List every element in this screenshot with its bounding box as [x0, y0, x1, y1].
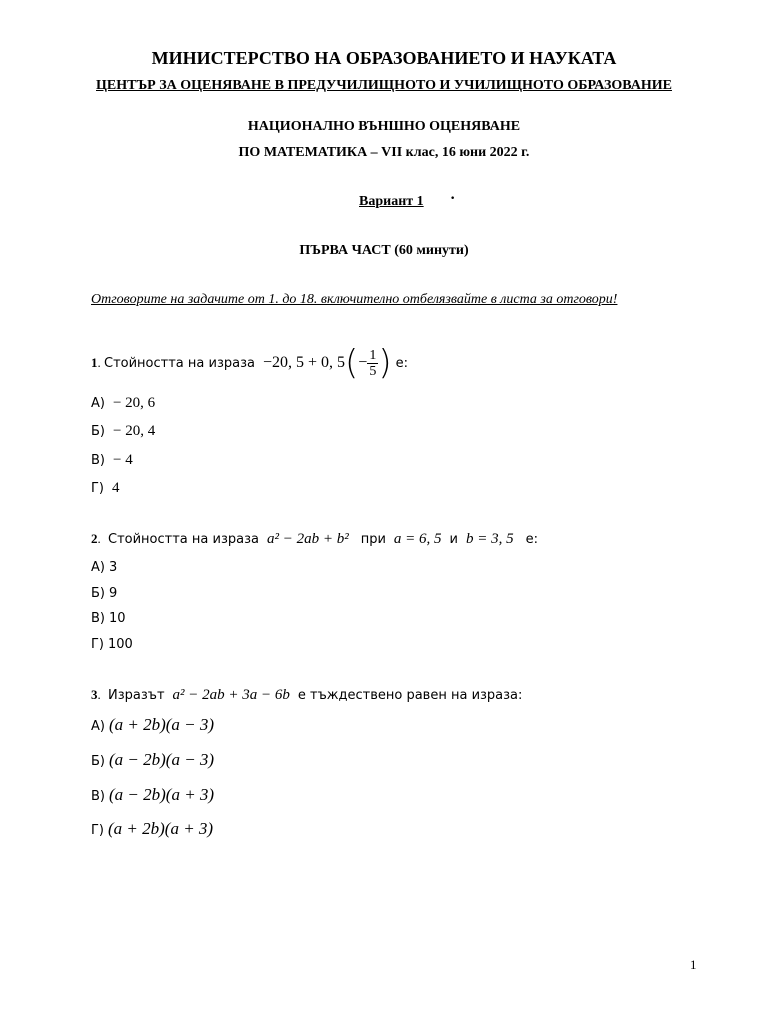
option-2c[interactable] — [91, 609, 126, 627]
condition-b: b = 3, 5 — [466, 531, 514, 547]
option-value: 3 — [108, 560, 118, 575]
question-2: 2. Стойността на израза a² − 2ab + b² при a = 6, 5 и b = 3, 5 е: — [91, 531, 539, 547]
option-value: (a − 2b)(a − 3) — [109, 750, 215, 769]
option-2a[interactable] — [91, 558, 117, 576]
expression-sign: − — [358, 354, 368, 371]
option-1d[interactable] — [91, 479, 120, 497]
option-value: − 4 — [113, 452, 133, 468]
option-value: 4 — [112, 480, 120, 496]
right-paren: ) — [378, 343, 392, 383]
option-label: Г) — [91, 637, 104, 652]
left-paren: ( — [345, 343, 359, 383]
option-1c[interactable] — [91, 451, 133, 469]
question-prefix: Стойността на израза — [104, 355, 255, 371]
option-3c[interactable] — [91, 785, 214, 805]
question-prefix: Стойността на израза — [108, 532, 259, 547]
option-3d[interactable] — [91, 819, 213, 839]
option-label: В) — [91, 611, 105, 626]
fraction — [367, 348, 378, 379]
question-suffix: е тъждествено равен на израза: — [297, 688, 523, 703]
fraction-denominator: 5 — [369, 363, 377, 379]
expression-main: −20, 5 + 0, 5 — [262, 354, 346, 371]
question-prefix: Изразът — [108, 688, 165, 703]
option-3b[interactable] — [91, 750, 214, 770]
option-2b[interactable] — [91, 584, 117, 602]
question-number: 1 — [91, 355, 98, 370]
option-1a[interactable] — [91, 394, 155, 412]
question-number: 2 — [91, 531, 98, 546]
option-label: А) — [91, 396, 105, 411]
connector-text: и — [449, 532, 458, 547]
condition-a: a = 6, 5 — [393, 531, 442, 547]
option-value: 10 — [109, 611, 126, 626]
option-label: В) — [91, 453, 105, 468]
option-label: Г) — [91, 481, 104, 496]
option-label: А) — [91, 719, 105, 734]
expression: a² − 2ab + b² — [266, 531, 349, 547]
question-1: 1 . Стойността на израза −20, 5 + 0, 5 ( − $\frac{1}{5}$ ) е: — [91, 343, 408, 383]
ministry-title: МИНИСТЕРСТВО НА ОБРАЗОВАНИЕТО И НАУКАТА — [151, 48, 617, 68]
option-3a[interactable] — [91, 715, 214, 735]
option-value: (a − 2b)(a + 3) — [109, 785, 215, 804]
option-label: Б) — [91, 424, 105, 439]
exam-subtitle: ПО МАТЕМАТИКА – VII клас, 16 юни 2022 г. — [238, 145, 530, 160]
option-value: − 20, 4 — [113, 423, 156, 439]
question-suffix: е: — [395, 355, 408, 371]
option-value: 100 — [108, 637, 133, 652]
variant-dot: · — [450, 190, 456, 207]
part-title: ПЪРВА ЧАСТ (60 минути) — [299, 243, 469, 258]
option-1b[interactable] — [91, 422, 155, 440]
fraction-numerator: 1 — [369, 347, 377, 363]
option-value: 9 — [109, 586, 118, 601]
option-value: − 20, 6 — [112, 395, 156, 411]
option-label: В) — [91, 789, 105, 804]
option-label: Б) — [91, 586, 105, 601]
variant-label: Вариант 1 — [359, 194, 424, 209]
option-label: Б) — [91, 754, 105, 769]
option-value: (a + 2b)(a + 3) — [108, 819, 214, 838]
question-3: 3. Изразът a² − 2ab + 3a − 6b е тъждествено равен на израза: — [91, 687, 523, 703]
option-value: (a + 2b)(a − 3) — [108, 715, 215, 734]
question-number: 3 — [91, 687, 98, 702]
option-label: Г) — [91, 823, 104, 838]
exam-title: НАЦИОНАЛНО ВЪНШНО ОЦЕНЯВАНЕ — [247, 119, 521, 134]
instruction-text: Отговорите на задачите от 1. до 18. включително отбелязвайте в листа за отговори! — [91, 292, 618, 307]
option-2d[interactable] — [91, 635, 133, 653]
expression: a² − 2ab + 3a − 6b — [172, 687, 290, 703]
page-number: 1 — [690, 957, 697, 972]
center-title: ЦЕНТЪР ЗА ОЦЕНЯВАНЕ В ПРЕДУЧИЛИЩНОТО И УЧИЛИЩНОТО ОБРАЗОВАНИЕ — [96, 78, 672, 93]
option-label: А) — [91, 560, 105, 575]
question-suffix: е: — [525, 532, 539, 547]
connector-text: при — [360, 532, 386, 547]
